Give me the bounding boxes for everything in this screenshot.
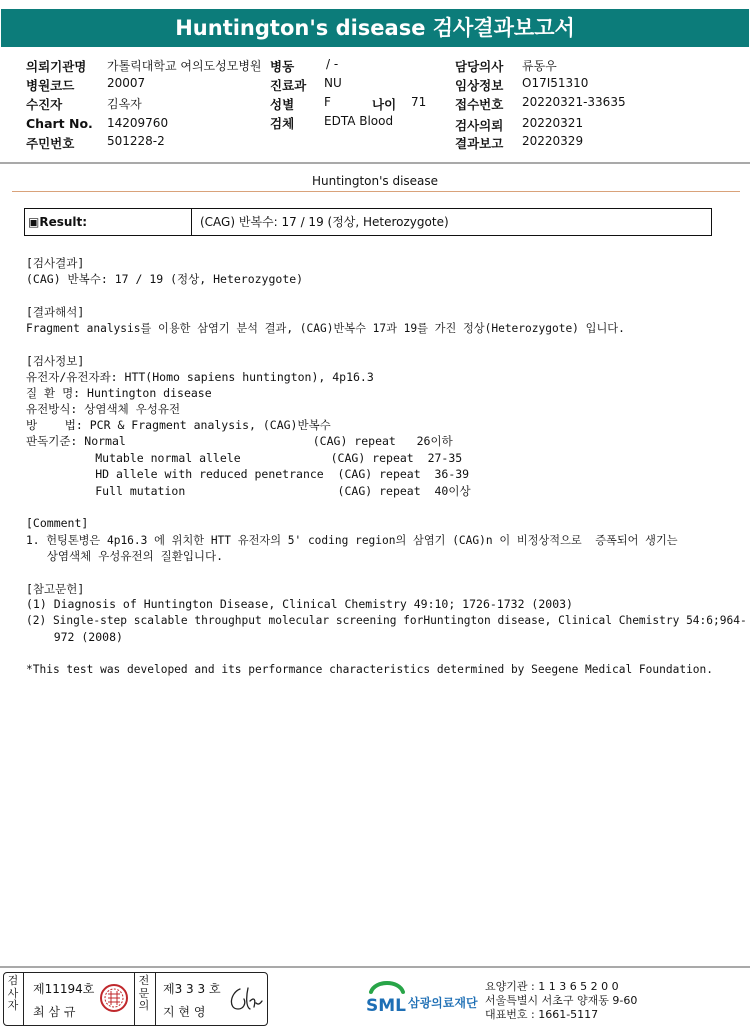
divider [0, 966, 750, 968]
specialist-name: 지 현 영 [163, 1005, 206, 1019]
specialist-vertical-label: 전 문 의 [138, 974, 150, 1012]
ward-value: / - [326, 57, 339, 71]
heading-result: [검사결과] [26, 256, 85, 270]
recipient-label: 수진자 [26, 97, 63, 112]
comment-line-1: 1. 헌팅톤병은 4p16.3 에 위치한 HTT 유전자의 5' coding region의 삼염기 (CAG)n 이 비정상적으로 증폭되어 생기는 [26, 534, 678, 547]
disease-name: 질 환 명: Huntington disease [26, 386, 212, 400]
request-label: 검사의뢰 [455, 118, 504, 133]
ward-label: 병동 [270, 59, 295, 74]
seal-stamp-icon [99, 983, 129, 1013]
footer-phone: 대표번호 : 1661-5117 [485, 1008, 599, 1021]
footer-address: 서울특별시 서초구 양재동 9-60 [485, 994, 638, 1007]
result-value: (CAG) 반복수: 17 / 19 (정상, Heterozygote) [200, 215, 449, 229]
report-title: Huntington's disease 검사결과보고서 [1, 9, 749, 47]
heading-interpretation: [결과해석] [26, 305, 85, 319]
examiner-vertical-label: 검 사 자 [7, 974, 19, 1012]
divider [12, 191, 740, 192]
reference-2-cont: 972 (2008) [26, 630, 123, 644]
recipient-value: 김옥자 [107, 97, 142, 111]
receipt-label: 접수번호 [455, 97, 504, 112]
dept-label: 진료과 [270, 78, 307, 93]
sex-value: F [324, 95, 331, 109]
divider [134, 973, 135, 1025]
inheritance: 유전방식: 상염색체 우성유전 [26, 402, 181, 416]
divider [23, 973, 24, 1025]
section-title: Huntington's disease [311, 174, 439, 188]
heading-references: [참고문헌] [26, 582, 85, 596]
signature-box [3, 972, 268, 1026]
criteria-normal: 판독기준: Normal (CAG) repeat 26이하 [26, 434, 453, 448]
dept-value: NU [324, 76, 342, 90]
specimen-label: 검체 [270, 116, 295, 131]
footer-info [485, 980, 637, 1022]
heading-comment: [Comment] [26, 516, 89, 530]
report-date-value: 20220329 [522, 134, 584, 148]
age-label: 나이 [372, 97, 397, 112]
interpretation-text: Fragment analysis를 이용한 삼염기 분석 결과, (CAG)반복수 17과 19를 가진 정상(Heterozygote) 입니다. [26, 322, 625, 335]
divider [155, 973, 156, 1025]
doctor-label: 담당의사 [455, 59, 504, 74]
signature-icon [224, 985, 264, 1015]
result-label: ▣Result: [25, 209, 192, 235]
hospital-code-label: 병원코드 [26, 78, 75, 93]
footer-institution-code: 요양기관 : 1 1 3 6 5 2 0 0 [485, 980, 619, 993]
sml-logo [365, 978, 483, 1018]
sex-label: 성별 [270, 97, 295, 112]
resident-no-label: 주민번호 [26, 136, 75, 151]
report-date-label: 결과보고 [455, 136, 504, 151]
result-box [24, 208, 712, 236]
chart-no-label: Chart No. [26, 116, 93, 131]
resident-no-value: 501228-2 [107, 134, 165, 148]
reference-2: (2) Single-step scalable throughput molecular screening forHuntington disease, Clinical Chemistry 54:6;964- [26, 614, 747, 627]
hospital-code-value: 20007 [107, 76, 146, 90]
method: 방 법: PCR & Fragment analysis, (CAG)반복수 [26, 418, 331, 432]
clinical-label: 임상정보 [455, 78, 504, 93]
criteria-mutable: Mutable normal allele (CAG) repeat 27-35 [26, 451, 463, 465]
specialist-license: 제3 3 3 호 [163, 982, 221, 996]
examiner-license: 제11194호 [33, 982, 95, 996]
specimen-value: EDTA Blood [324, 114, 394, 128]
reference-1: (1) Diagnosis of Huntington Disease, Clinical Chemistry 49:10; 1726-1732 (2003) [26, 597, 573, 611]
comment-line-2: 상염색체 우성유전의 질환입니다. [26, 549, 224, 563]
request-value: 20220321 [522, 116, 584, 130]
institution-value: 가톨릭대학교 여의도성모병원 [107, 59, 262, 73]
svg-text:SML: SML [366, 996, 406, 1016]
chart-no-value: 14209760 [107, 116, 169, 130]
receipt-value: 20220321-33635 [522, 95, 626, 109]
disclaimer: *This test was developed and its performance characteristics determined by Seegene Medical Foundation. [26, 663, 714, 676]
institution-label: 의뢰기관명 [26, 59, 87, 74]
criteria-full: Full mutation (CAG) repeat 40이상 [26, 484, 471, 498]
foundation-name: 삼광의료재단 [408, 996, 478, 1010]
gene-locus: 유전자/유전자좌: HTT(Homo sapiens huntington), 4p16.3 [26, 370, 374, 384]
examiner-name: 최 삼 규 [33, 1005, 76, 1019]
divider [0, 162, 750, 164]
result-text: (CAG) 반복수: 17 / 19 (정상, Heterozygote) [26, 272, 304, 286]
sml-logo-icon [365, 978, 409, 1018]
doctor-value: 류동우 [522, 59, 557, 73]
age-value: 71 [411, 95, 427, 109]
criteria-reduced: HD allele with reduced penetrance (CAG) repeat 36-39 [26, 467, 470, 481]
clinical-value: O17I51310 [522, 76, 589, 90]
heading-test-info: [검사정보] [26, 354, 85, 368]
